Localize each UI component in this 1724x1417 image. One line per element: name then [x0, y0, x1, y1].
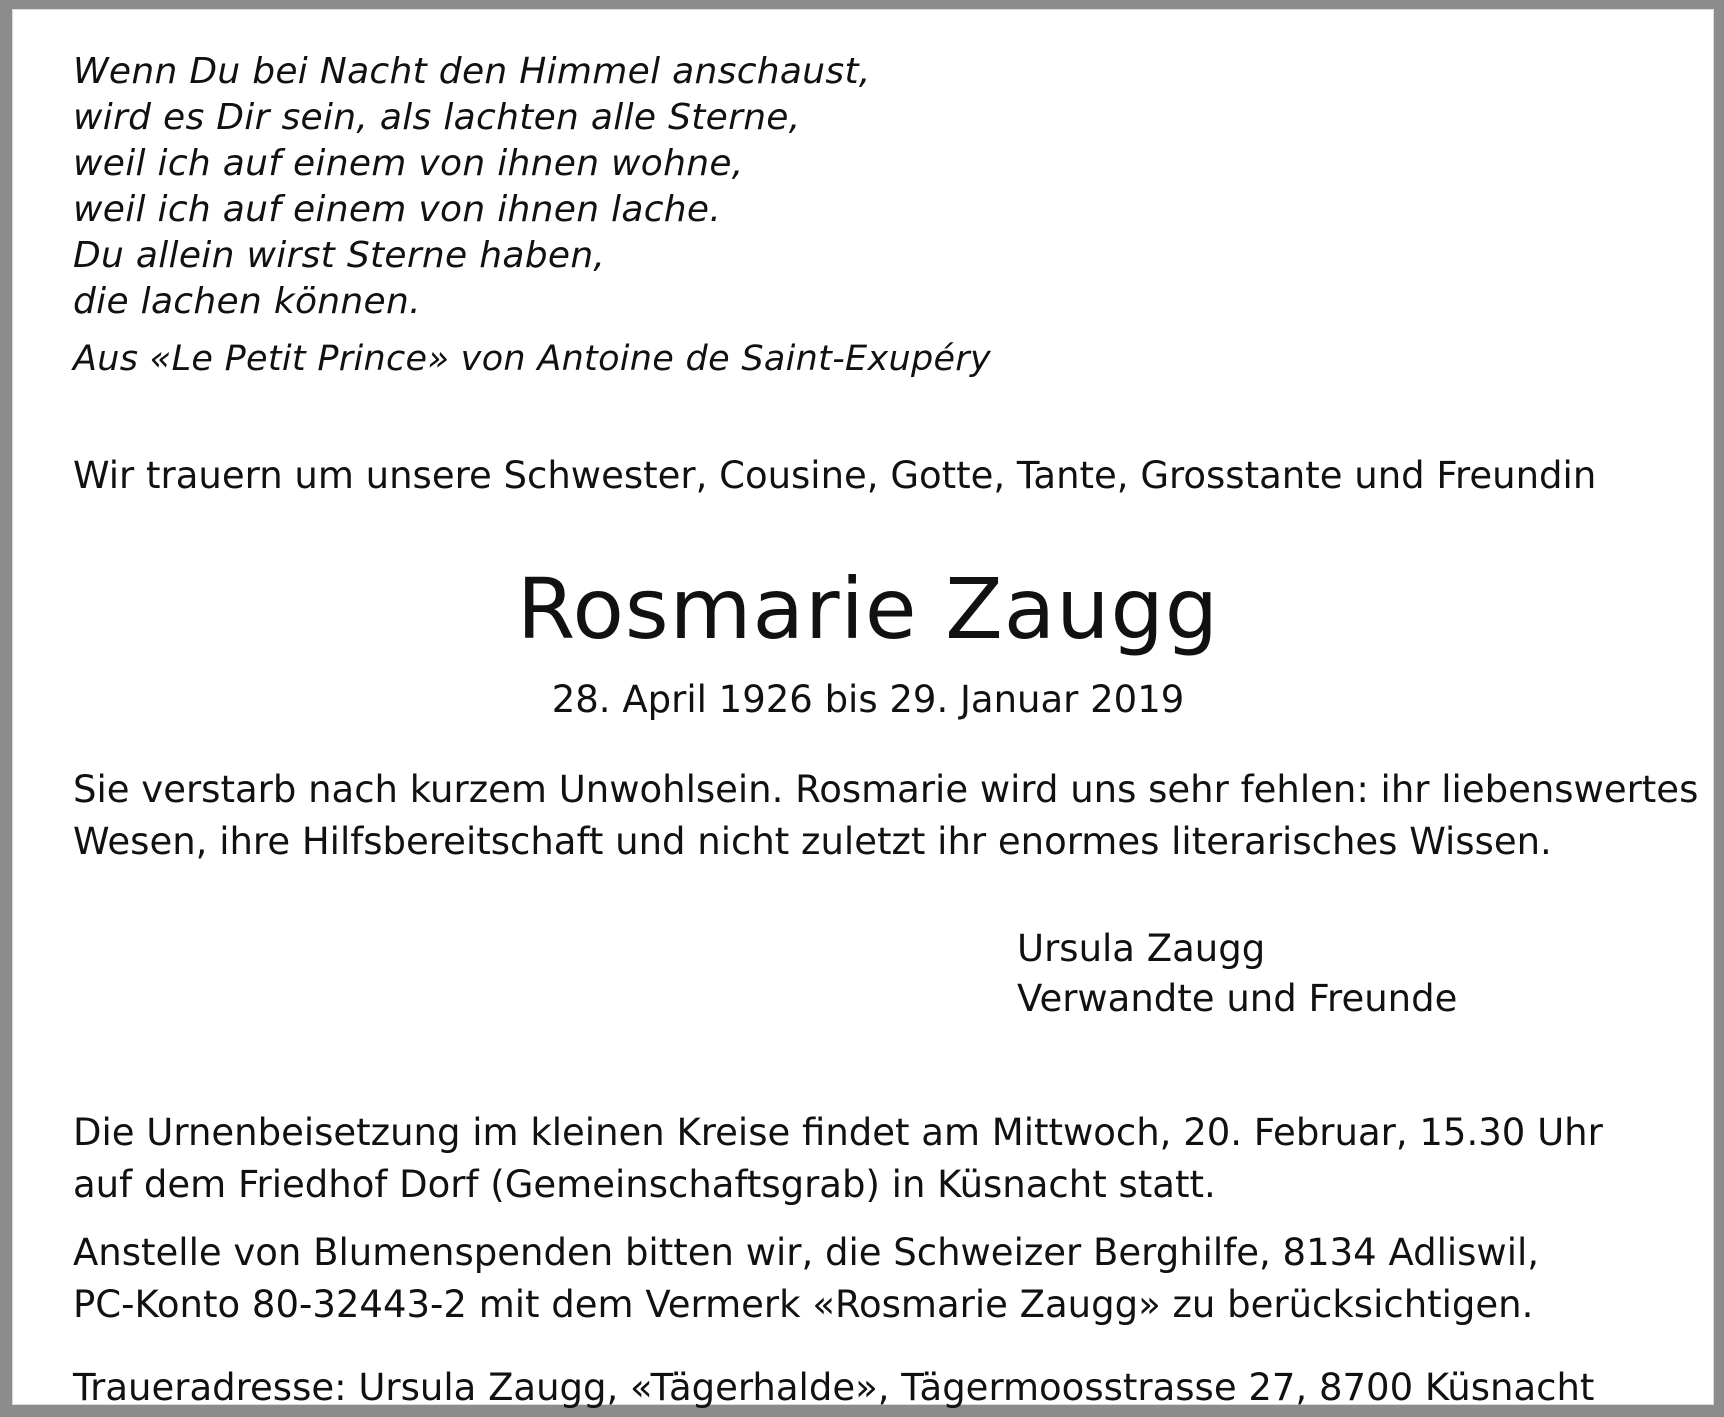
burial-notice-line: Die Urnenbeisetzung im kleinen Kreise findet am Mittwoch, 20. Februar, 15.30 Uhr	[73, 1111, 1603, 1154]
poem-line: Wenn Du bei Nacht den Himmel anschaust,	[73, 51, 871, 92]
poem-line: Du allein wirst Sterne haben,	[73, 235, 606, 276]
poem-block	[73, 49, 1673, 381]
donation-notice-line: Anstelle von Blumenspenden bitten wir, die Schweizer Berghilfe, 8134 Adliswil,	[73, 1231, 1540, 1274]
death-message-line: Sie verstarb nach kurzem Unwohlsein. Rosmarie wird uns sehr fehlen: ihr liebenswertes	[73, 768, 1699, 811]
death-message-line: Wesen, ihre Hilfsbereitschaft und nicht zuletzt ihr enormes literarisches Wissen.	[73, 820, 1552, 863]
poem-line: die lachen können.	[73, 281, 421, 322]
deceased-name: Rosmarie Zaugg	[516, 560, 1220, 658]
donation-notice-line: PC-Konto 80-32443-2 mit dem Vermerk «Rosmarie Zaugg» zu berücksichtigen.	[73, 1283, 1534, 1326]
life-dates: 28. April 1926 bis 29. Januar 2019	[551, 678, 1185, 721]
signature-line: Verwandte und Freunde	[1017, 977, 1458, 1020]
obituary-content	[73, 49, 1699, 1409]
poem-line: weil ich auf einem von ihnen wohne,	[73, 143, 744, 184]
mourning-address-text: Traueradresse: Ursula Zaugg, «Tägerhalde», Tägermoosstrasse 27, 8700 Küsnacht	[73, 1366, 1595, 1409]
signature-line: Ursula Zaugg	[1017, 927, 1266, 970]
poem-attribution: Aus «Le Petit Prince» von Antoine de Saint-Exupéry	[73, 339, 992, 379]
death-message	[73, 764, 1698, 868]
burial-notice	[73, 1107, 1603, 1211]
mourning-intro: Wir trauern um unsere Schwester, Cousine, Gotte, Tante, Grosstante und Freundin	[73, 454, 1597, 497]
burial-notice-line: auf dem Friedhof Dorf (Gemeinschaftsgrab) in Küsnacht statt.	[73, 1163, 1216, 1206]
donation-notice	[73, 1227, 1539, 1331]
poem-line: wird es Dir sein, als lachten alle Sterne,	[73, 97, 801, 138]
mourning-address	[73, 1362, 1594, 1414]
poem-line: weil ich auf einem von ihnen lache.	[73, 189, 722, 230]
signature-block	[1017, 924, 1457, 1024]
